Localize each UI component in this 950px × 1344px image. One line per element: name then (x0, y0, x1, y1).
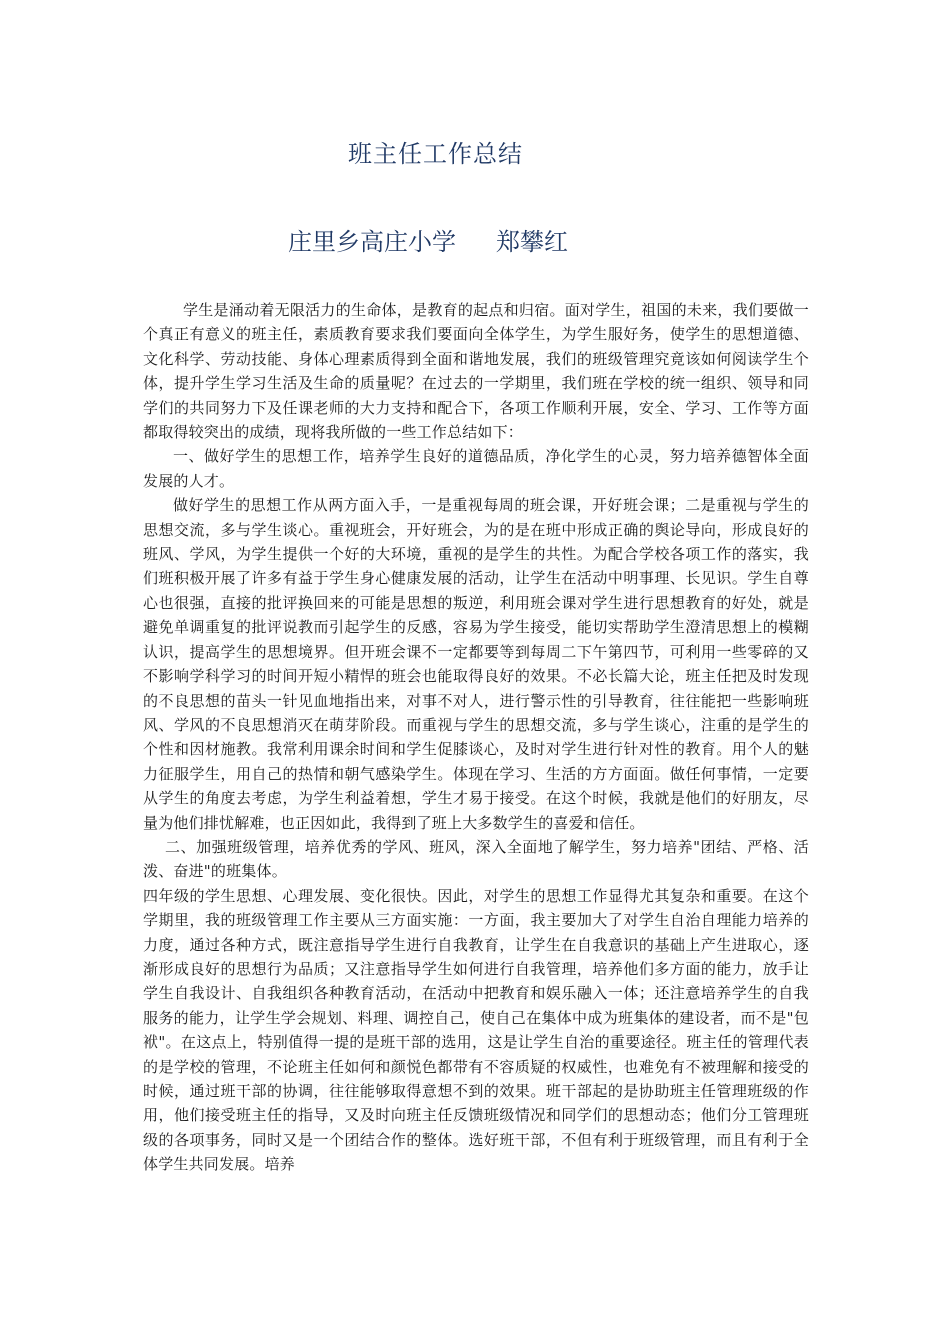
heading-section-1: 一、做好学生的思想工作，培养学生良好的道德品质，净化学生的心灵，努力培养德智体全面发展的人才。 (143, 447, 809, 490)
author-name: 郑攀红 (496, 228, 568, 256)
document-body (143, 298, 809, 1177)
paragraph-section-1: 做好学生的思想工作从两方面入手，一是重视每周的班会课，开好班会课；二是重视与学生的思想交流，多与学生谈心。重视班会，开好班会，为的是在班中形成正确的舆论导向，形成良好的班风、学风，为学生提供一个好的大环境，重视的是学生的共性。为配合学校各项工作的落实，我们班积极开展了许多有益于学生身心健康发展的活动，让学生在活动中明事理、长见识。学生自尊心也很强，直接的批评换回来的可能是思想的叛逆，利用班会课对学生进行思想教育的好处，就是避免单调重复的批评说教而引起学生的反感，容易为学生接受，能切实帮助学生澄清思想上的模糊认识，提高学生的思想境界。但开班会课不一定都要等到每周二下午第四节，可利用一些零碎的又不影响学科学习的时间开短小精悍的班会也能取得良好的效果。不必长篇大论，班主任把及时发现的不良思想的苗头一针见血地指出来，对事不对人，进行警示性的引导教育，往往能把一些影响班风、学风的不良思想消灭在萌芽阶段。而重视与学生的思想交流，多与学生谈心，注重的是学生的个性和因材施教。我常利用课余时间和学生促膝谈心，及时对学生进行针对性的教育。用个人的魅力征服学生，用自己的热情和朝气感染学生。体现在学习、生活的方方面面。做任何事情，一定要从学生的角度去考虑，为学生利益着想，学生才易于接受。在这个时候，我就是他们的好朋友，尽量为他们排忧解难，也正因如此，我得到了班上大多数学生的喜爱和信任。 (143, 496, 809, 832)
document-title: 班主任工作总结 (348, 140, 523, 168)
document-byline (288, 222, 568, 257)
heading-section-2: 二、加强班级管理，培养优秀的学风、班风，深入全面地了解学生，努力培养"团结、严格、活泼、奋进"的班集体。 (143, 837, 809, 881)
paragraph-intro: 学生是涌动着无限活力的生命体，是教育的起点和归宿。面对学生，祖国的未来，我们要做一个真正有意义的班主任，素质教育要求我们要面向全体学生，为学生服好务，使学生的思想道德、文化科学、劳动技能、身体心理素质得到全面和谐地发展，我们的班级管理究竟该如何阅读学生个体，提升学生学习生活及生命的质量呢？在过去的一学期里，我们班在学校的统一组织、领导和同学们的共同努力下及任课老师的大力支持和配合下，各项工作顺利开展，安全、学习、工作等方面都取得较突出的成绩，现将我所做的一些工作总结如下： (143, 301, 809, 442)
paragraph-section-2: 四年级的学生思想、心理发展、变化很快。因此，对学生的思想工作显得尤其复杂和重要。在这个学期里，我的班级管理工作主要从三方面实施：一方面，我主要加大了对学生自治自理能力培养的力度，通过各种方式，既注意指导学生进行自我教育，让学生在自我意识的基础上产生进取心，逐渐形成良好的思想行为品质；又注意指导学生如何进行自我管理，培养他们多方面的能力，放手让学生自我设计、自我组织各种教育活动，在活动中把教育和娱乐融入一体；还注意培养学生的自我服务的能力，让学生学会规划、料理、调控自己，使自己在集体中成为班集体的建设者，而不是"包袱"。在这点上，特别值得一提的是班干部的选用，这是让学生自治的重要途径。班主任的管理代表的是学校的管理，不论班主任如何和颜悦色都带有不容质疑的权威性，也难免有不被理解和接受的时候，通过班干部的协调，往往能够取得意想不到的效果。班干部起的是协助班主任管理班级的作用，他们接受班主任的指导，又及时向班主任反馈班级情况和同学们的思想动态；他们分工管理班级的各项事务，同时又是一个团结合作的整体。选好班干部，不但有利于班级管理，而且有利于全体学生共同发展。培养 (143, 886, 809, 1174)
school-name: 庄里乡高庄小学 (288, 228, 456, 256)
